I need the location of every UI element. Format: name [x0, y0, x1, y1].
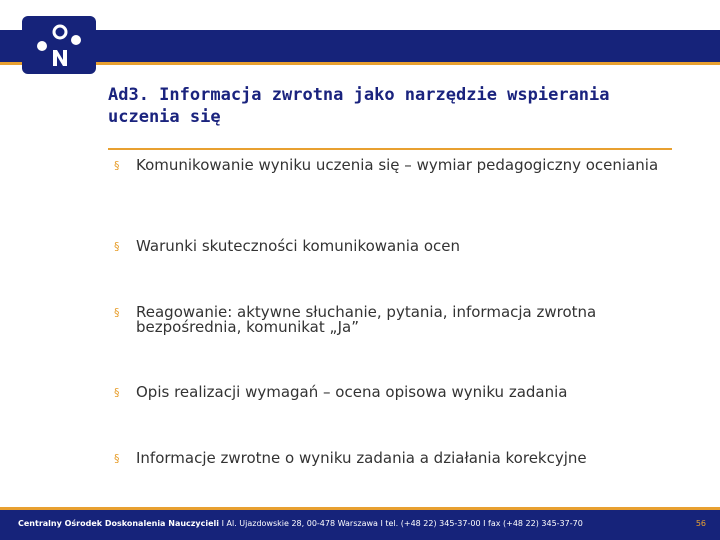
footer-separator: I: [221, 519, 224, 528]
bullet-text: Warunki skuteczności komunikowania ocen: [136, 237, 461, 255]
bullet-item: [114, 451, 674, 466]
bullet-marker: §: [114, 159, 120, 172]
footer-address: Al. Ujazdowskie 28, 00-478 Warszawa: [226, 519, 378, 528]
header-accent-line: [0, 62, 720, 65]
bullet-text: Reagowanie: aktywne słuchanie, pytania, informacja zwrotna bezpośrednia, komunikat „Ja”: [136, 303, 597, 336]
footer-fax: fax (+48 22) 345-37-70: [488, 519, 583, 528]
bullet-text: Komunikowanie wyniku uczenia się – wymiar pedagogiczny oceniania: [136, 156, 659, 174]
logo-icon: [22, 16, 96, 74]
slide-title: Ad3. Informacja zwrotna jako narzędzie wspierania uczenia się: [108, 85, 610, 127]
bullet-marker: §: [114, 386, 120, 399]
footer-separator: I: [483, 519, 486, 528]
bullet-item: [114, 385, 674, 400]
bullet-item: [114, 239, 674, 254]
footer-phone: tel. (+48 22) 345-37-00: [385, 519, 481, 528]
bullet-text: Opis realizacji wymagań – ocena opisowa wyniku zadania: [136, 383, 568, 401]
bullet-marker: §: [114, 306, 120, 319]
bullet-item: [114, 158, 674, 173]
bullet-text: Informacje zwrotne o wyniku zadania a działania korekcyjne: [136, 449, 587, 467]
footer-separator: I: [380, 519, 383, 528]
page-number: 56: [695, 519, 706, 528]
footer-org: Centralny Ośrodek Doskonalenia Nauczycieli: [18, 519, 220, 528]
footer-contact: [18, 519, 583, 528]
bullet-item: [114, 305, 674, 335]
header-bar: [0, 30, 720, 62]
bullet-marker: §: [114, 240, 120, 253]
title-divider: [108, 148, 672, 150]
codn-logo: [22, 16, 96, 74]
bullet-marker: §: [114, 452, 120, 465]
